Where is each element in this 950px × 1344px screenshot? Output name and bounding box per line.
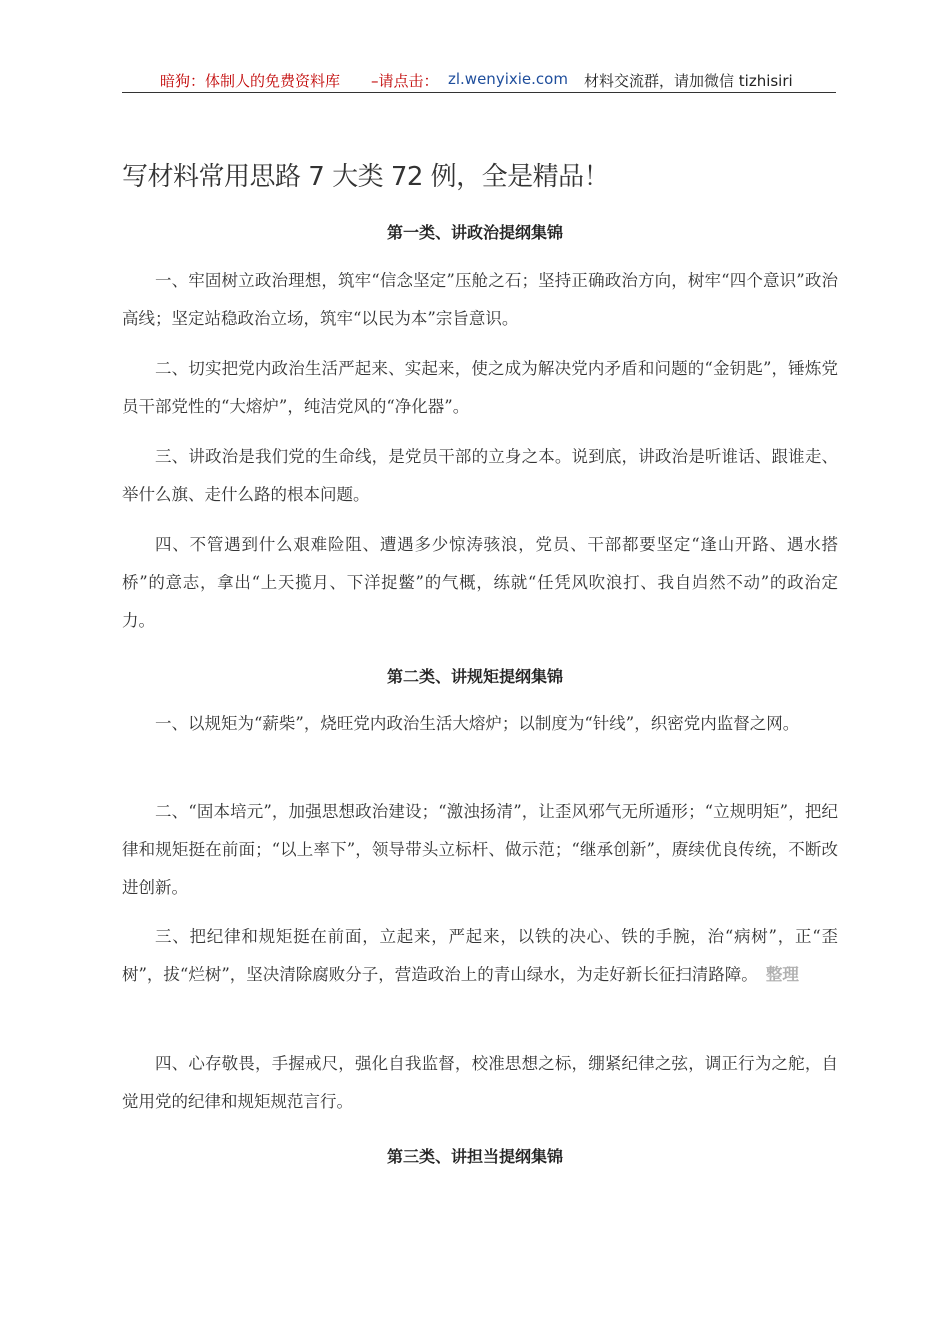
document-title: 写材料常用思路 7 大类 72 例，全是精品！	[122, 162, 610, 192]
paragraph-2-3-text: 三、把纪律和规矩挺在前面，立起来，严起来，以铁的决心、铁的手腕，治“病树”，正“歪树”，拔“烂树”，坚决清除腐败分子，营造政治上的青山绿水，为走好新长征扫清路障。	[122, 927, 838, 984]
paragraph-2-2: 二、“固本培元”，加强思想政治建设；“激浊扬清”，让歪风邪气无所遁形；“立规明矩”，把纪律和规矩挺在前面；“以上率下”，领导带头立标杆、做示范；“继承创新”，赓续优良传统，不断改进创新。	[122, 802, 838, 897]
section-heading-1: 第一类、讲政治提纲集锦	[386, 223, 563, 242]
paragraph-2-4: 四、心存敬畏，手握戒尺，强化自我监督，校准思想之标，绷紧纪律之弦，调正行为之舵，自觉用党的纪律和规矩规范言行。	[122, 1054, 838, 1111]
section-heading-3: 第三类、讲担当提纲集锦	[386, 1147, 563, 1166]
paragraph-2-3	[122, 918, 838, 994]
header-prompt: –请点击：	[371, 72, 439, 90]
header-site-link[interactable]: zl.wenyixie.com	[448, 70, 568, 88]
header-brand: 暗狗：体制人的免费资料库	[160, 72, 341, 90]
paragraph-2-1: 一、以规矩为“薪柴”，烧旺党内政治生活大熔炉；以制度为“针线”，织密党内监督之网。	[155, 714, 800, 733]
paragraph-1-3: 三、讲政治是我们党的生命线，是党员干部的立身之本。说到底，讲政治是听谁话、跟谁走、举什么旗、走什么路的根本问题。	[122, 447, 838, 504]
header-contact: 材料交流群，请加微信 tizhisiri	[584, 72, 793, 90]
paragraph-1-4: 四、不管遇到什么艰难险阻、遭遇多少惊涛骇浪，党员、干部都要坚定“逢山开路、遇水搭桥”的意志，拿出“上天揽月、下洋捉鳖”的气概，练就“任凭风吹浪打、我自岿然不动”的政治定力。	[122, 535, 838, 630]
paragraph-1-2: 二、切实把党内政治生活严起来、实起来，使之成为解决党内矛盾和问题的“金钥匙”，锤炼党员干部党性的“大熔炉”，纯洁党风的“净化器”。	[122, 359, 838, 416]
section-heading-2: 第二类、讲规矩提纲集锦	[386, 667, 563, 686]
paragraph-1-1: 一、牢固树立政治理想，筑牢“信念坚定”压舱之石；坚持正确政治方向，树牢“四个意识”政治高线；坚定站稳政治立场，筑牢“以民为本”宗旨意识。	[122, 271, 838, 328]
page-header	[122, 66, 836, 93]
watermark-note: 整理	[765, 965, 799, 984]
